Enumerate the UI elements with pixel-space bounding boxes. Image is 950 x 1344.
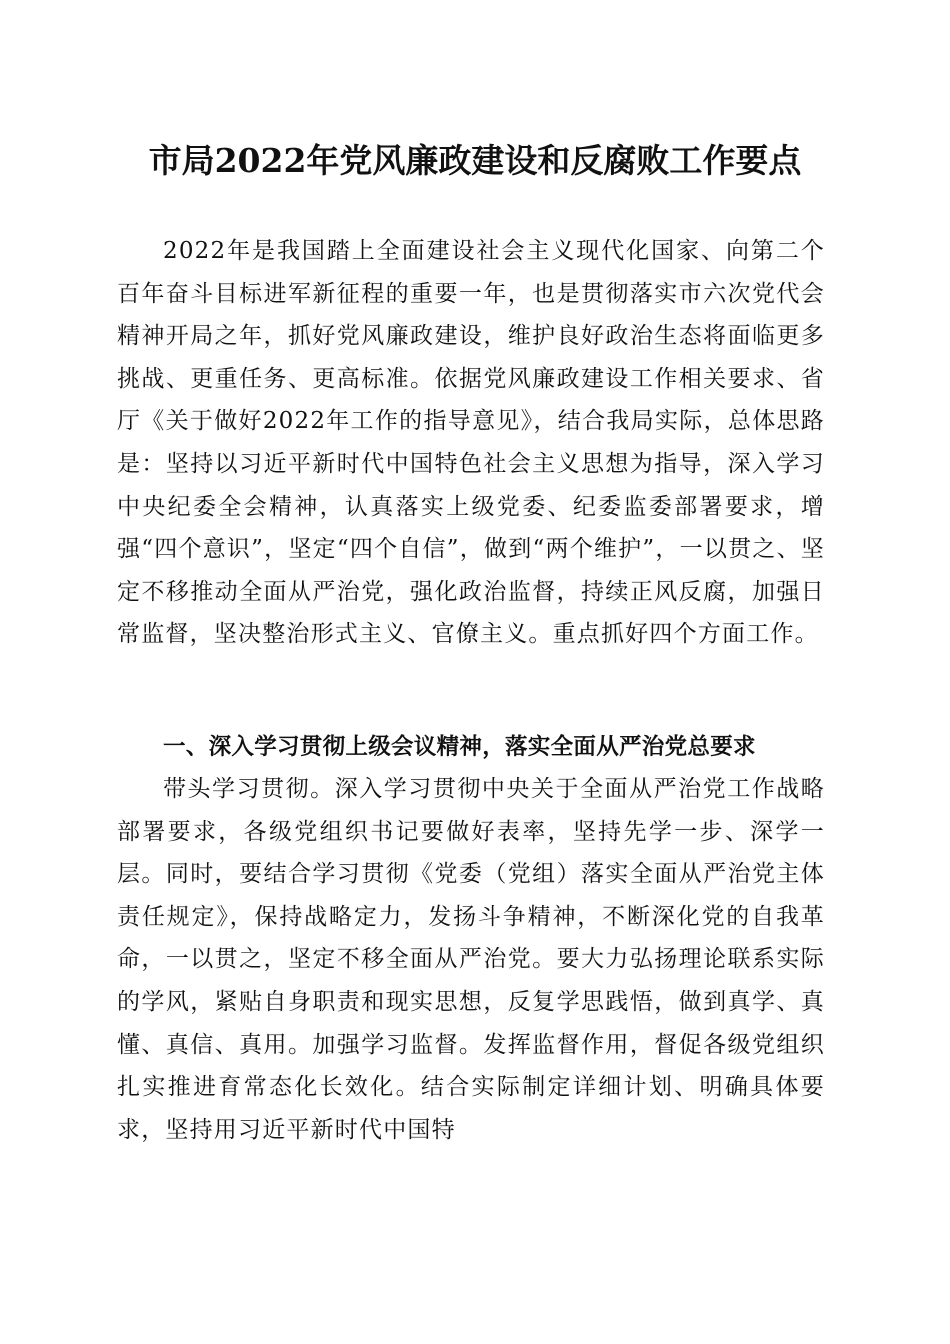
document-title: 市局2022年党风廉政建设和反腐败工作要点 — [148, 141, 802, 180]
intro-paragraph: 2022年是我国踏上全面建设社会主义现代化国家、向第二个百年奋斗目标进军新征程的重要一年，也是贯彻落实市六次党代会精神开局之年，抓好党风廉政建设，维护良好政治生态将面临更多挑战、更重任务、更高标准。依据党风廉政建设工作相关要求、省厅《关于做好2022年工作的指导意见》，结合我局实际，总体思路是：坚持以习近平新时代中国特色社会主义思想为指导，深入学习中央纪委全会精神，认真落实上级党委、纪委监委部署要求，增强“四个意识”，坚定“四个自信”，做到“两个维护”，一以贯之、坚定不移推动全面从严治党，强化政治监督，持续正风反腐，加强日常监督，坚决整治形式主义、官僚主义。重点抓好四个方面工作。 — [117, 238, 825, 648]
section-1-paragraph: 带头学习贯彻。深入学习贯彻中央关于全面从严治党工作战略部署要求，各级党组织书记要做好表率，坚持先学一步、深学一层。同时，要结合学习贯彻《党委（党组）落实全面从严治党主体责任规定》，保持战略定力，发扬斗争精神，不断深化党的自我革命，一以贯之，坚定不移全面从严治党。要大力弘扬理论联系实际的学风，紧贴自身职责和现实思想，反复学思践悟，做到真学、真懂、真信、真用。加强学习监督。发挥监督作用，督促各级党组织扎实推进育常态化长效化。结合实际制定详细计划、明确具体要求，坚持用习近平新时代中国特 — [117, 776, 825, 1143]
section-heading-1: 一、深入学习贯彻上级会议精神，落实全面从严治党总要求 — [163, 734, 756, 760]
